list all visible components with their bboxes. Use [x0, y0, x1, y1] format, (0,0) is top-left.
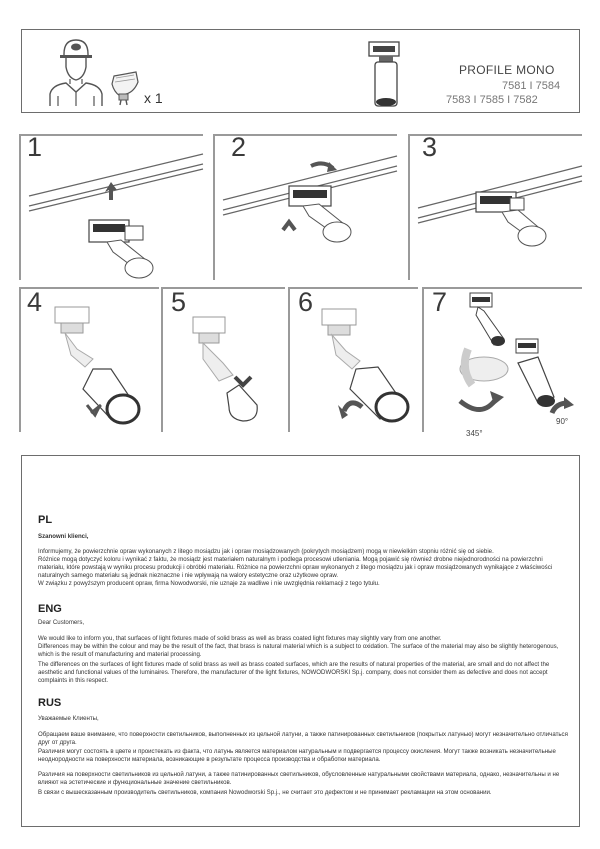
step-4-illustration — [21, 289, 161, 434]
step-3-panel — [408, 134, 582, 280]
step-3-number: 3 — [422, 132, 438, 162]
step-4-number: 4 — [27, 287, 43, 317]
step-5-illustration — [163, 289, 287, 434]
paragraph-eng-2: Differences may be within the colour and may be the result of the fact, that brass is natural material which is a subject to oxidation. The surface of the material may also be slightly heterogenous, which is the result of manufacturing and material processing. — [38, 643, 559, 659]
step-1-illustration — [21, 132, 205, 282]
step-7-panel — [422, 287, 582, 438]
step-2-illustration — [215, 132, 399, 282]
paragraph-rus-2: Различия могут состоять в цвете и проистекать из факта, что латунь является материалом натуральным и подвергается процессу окисления. Могут также возникать незначительные неоднородности на поверхности материала, возникающие в результате процесса производства и обработки материала. — [38, 748, 556, 764]
greeting-eng: Dear Customers, — [38, 619, 85, 626]
greeting-rus: Уважаемые Клиенты, — [38, 715, 99, 722]
bulb-gu10-icon — [106, 70, 146, 106]
product-codes-line-1: 7581 I 7584 — [502, 80, 561, 92]
paragraph-rus-4: В связи с вышесказанным производитель светильников, компания Nowodworski Sp.j., не считает это дефектом и не принимает рекламации на этом основании. — [38, 789, 492, 796]
product-header-box — [21, 29, 580, 113]
rotation-horizontal-label: 345° — [466, 429, 483, 438]
quantity-label: x 1 — [144, 90, 163, 106]
material-notice-box — [21, 455, 580, 827]
step-1-number: 1 — [27, 132, 43, 162]
step-2-panel — [213, 134, 397, 280]
paragraph-rus-3: Различия на поверхности светильников из цельной латуни, а также патинированных светильников, обусловленные натуральными свойствами материала, однако, незначительны и не влияют на эстетические и функциональные значение светильников. — [38, 771, 560, 787]
installer-person-icon — [46, 34, 106, 108]
step-5-panel — [161, 287, 285, 432]
step-7-illustration — [424, 289, 584, 434]
track-spotlight-icon — [365, 36, 425, 110]
paragraph-rus-1: Обращаем ваше внимание, что поверхности светильников, выполненных из цельной латуни, а также патинированных светильников (покрытых латунью) могут незначительно отличаться друг от друга. — [38, 731, 568, 747]
section-heading-eng: ENG — [38, 603, 62, 615]
paragraph-pl-1: Informujemy, że powierzchnie opraw wykonanych z litego mosiądzu jak i opraw mosiądzowanych (pokrytych mosiądzem) mogą w niewielkim stopniu różnić się od siebie. — [38, 548, 494, 555]
step-6-panel — [288, 287, 418, 432]
section-heading-rus: RUS — [38, 697, 62, 709]
step-6-illustration — [290, 289, 420, 434]
paragraph-pl-2: Różnice mogą dotyczyć koloru i wynikać z faktu, że mosiądz jest materiałem naturalnym i podlega procesowi utleniania. Mogą pojawić się również drobne niejednorodności na powierzchni materiału, które powstają w wyniku procesu produkcji i obróbki materiału. Różnice na powierzchni opraw wykonanych z litego mosiądzu jak i opraw mosiądzowanych wynikające z właściwości naturalnych samego materiału są jednak nieznaczne i nie wpływają na walory estetyczne oraz użytkowe opraw. — [38, 556, 553, 580]
rotation-vertical-label: 90° — [556, 417, 569, 426]
product-codes-line-2: 7583 I 7585 I 7582 — [446, 94, 538, 106]
step-4-panel — [19, 287, 159, 432]
product-title: PROFILE MONO — [459, 63, 555, 77]
step-5-number: 5 — [171, 287, 187, 317]
paragraph-eng-3: The differences on the surfaces of light fixtures made of solid brass as well as brass coated surfaces, which are the results of natural properties of the material, are small and do not affect the aesthetic and functional values of the luminaires. Therefore, the manufacturer of the light fixtures, NOWODWORSKI Sp.j. company, does not consider them as defective and does not accept complaints in this respect. — [38, 661, 550, 685]
section-heading-pl: PL — [38, 514, 53, 526]
paragraph-pl-3: W związku z powyższym producent opraw, firma Nowodworski, nie uznaje za wadliwe i nie uwzględnia reklamacji z tego tytułu. — [38, 580, 380, 587]
step-6-number: 6 — [298, 287, 314, 317]
step-3-illustration — [410, 132, 584, 282]
step-1-panel — [19, 134, 203, 280]
greeting-pl: Szanowni klienci, — [38, 533, 89, 540]
paragraph-eng-1: We would like to inform you, that surfaces of light fixtures made of solid brass as well as brass coated light fixtures may slightly vary from one another. — [38, 635, 442, 642]
step-2-number: 2 — [231, 132, 247, 162]
step-7-number: 7 — [432, 287, 448, 317]
